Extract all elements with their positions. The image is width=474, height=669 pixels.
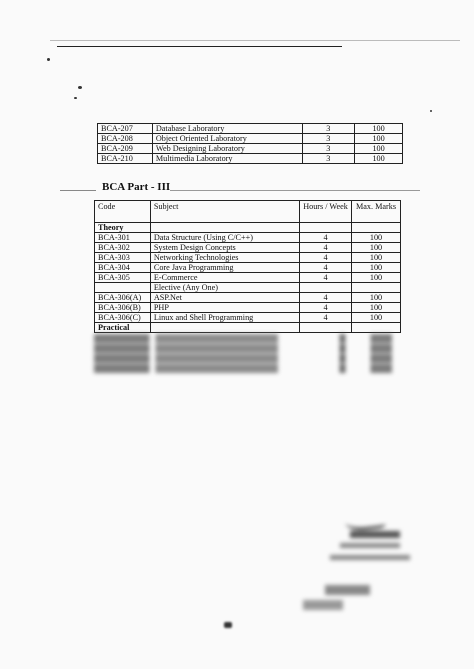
course-code: BCA-302 [95, 243, 151, 253]
course-marks: 100 [352, 263, 401, 273]
course-marks: 100 [352, 243, 401, 253]
course-marks: 100 [355, 144, 403, 154]
course-subject: Linux and Shell Programming [150, 313, 299, 323]
course-hours: 4 [300, 233, 352, 243]
blurred-practical-rows [94, 334, 401, 374]
course-subject: Web Designing Laboratory [152, 144, 302, 154]
course-marks: 100 [352, 233, 401, 243]
course-code: BCA-306(B) [95, 303, 151, 313]
previous-semester-table [97, 123, 403, 164]
course-code: BCA-303 [95, 253, 151, 263]
course-hours: 4 [300, 313, 352, 323]
course-hours: 4 [300, 253, 352, 263]
heading-rule-left [60, 190, 96, 191]
course-code: BCA-301 [95, 233, 151, 243]
course-hours: 4 [300, 243, 352, 253]
course-hours: 4 [300, 273, 352, 283]
course-subject: Multimedia Laboratory [152, 154, 302, 164]
scan-speck [430, 110, 432, 112]
part-heading: BCA Part - III [102, 181, 171, 193]
course-subject: ASP.Net [150, 293, 299, 303]
elective-label: Elective (Any One) [150, 283, 299, 293]
course-marks: 100 [352, 313, 401, 323]
course-marks: 100 [355, 124, 403, 134]
section-label: Theory [95, 223, 151, 233]
scan-mark [224, 622, 232, 628]
header-hours: Hours / Week [300, 201, 352, 223]
course-hours: 4 [300, 303, 352, 313]
course-subject: System Design Concepts [150, 243, 299, 253]
course-subject: Core Java Programming [150, 263, 299, 273]
course-subject: Database Laboratory [152, 124, 302, 134]
course-subject: PHP [150, 303, 299, 313]
table-row [95, 253, 401, 263]
table-row [95, 303, 401, 313]
table-row [98, 134, 403, 144]
course-hours: 4 [300, 293, 352, 303]
course-marks: 100 [352, 293, 401, 303]
section-row-practical [95, 323, 401, 333]
table-row [98, 154, 403, 164]
header-rule [57, 46, 342, 47]
course-code: BCA-306(A) [95, 293, 151, 303]
table-header-row [95, 201, 401, 223]
header-rule-faint [50, 40, 460, 41]
course-subject: Object Oriented Laboratory [152, 134, 302, 144]
course-subject: Data Structure (Using C/C++) [150, 233, 299, 243]
course-hours: 4 [300, 263, 352, 273]
course-marks: 100 [352, 303, 401, 313]
course-code: BCA-209 [98, 144, 153, 154]
course-marks: 100 [352, 273, 401, 283]
table-row [98, 144, 403, 154]
course-code: BCA-210 [98, 154, 153, 164]
table-row [95, 273, 401, 283]
section-label: Practical [95, 323, 151, 333]
table-row [95, 243, 401, 253]
course-hours: 3 [302, 144, 355, 154]
table-row [95, 313, 401, 323]
course-code: BCA-208 [98, 134, 153, 144]
course-subject: E-Commerce [150, 273, 299, 283]
section-row-theory [95, 223, 401, 233]
course-code: BCA-304 [95, 263, 151, 273]
part-three-table [94, 200, 401, 333]
course-hours: 3 [302, 134, 355, 144]
course-marks: 100 [355, 134, 403, 144]
table-row [95, 293, 401, 303]
course-code: BCA-306(C) [95, 313, 151, 323]
table-row [98, 124, 403, 134]
header-subject: Subject [150, 201, 299, 223]
section-row-elective [95, 283, 401, 293]
course-hours: 3 [302, 154, 355, 164]
header-marks: Max. Marks [352, 201, 401, 223]
course-code: BCA-305 [95, 273, 151, 283]
blurred-signature-stamp [295, 505, 445, 625]
table-row [95, 233, 401, 243]
course-subject: Networking Technologies [150, 253, 299, 263]
course-code: BCA-207 [98, 124, 153, 134]
course-hours: 3 [302, 124, 355, 134]
course-marks: 100 [355, 154, 403, 164]
header-code: Code [95, 201, 151, 223]
heading-rule-right [170, 190, 420, 191]
course-marks: 100 [352, 253, 401, 263]
scan-speck [74, 97, 77, 99]
scan-speck [47, 58, 50, 61]
scan-speck [78, 86, 82, 89]
table-row [95, 263, 401, 273]
